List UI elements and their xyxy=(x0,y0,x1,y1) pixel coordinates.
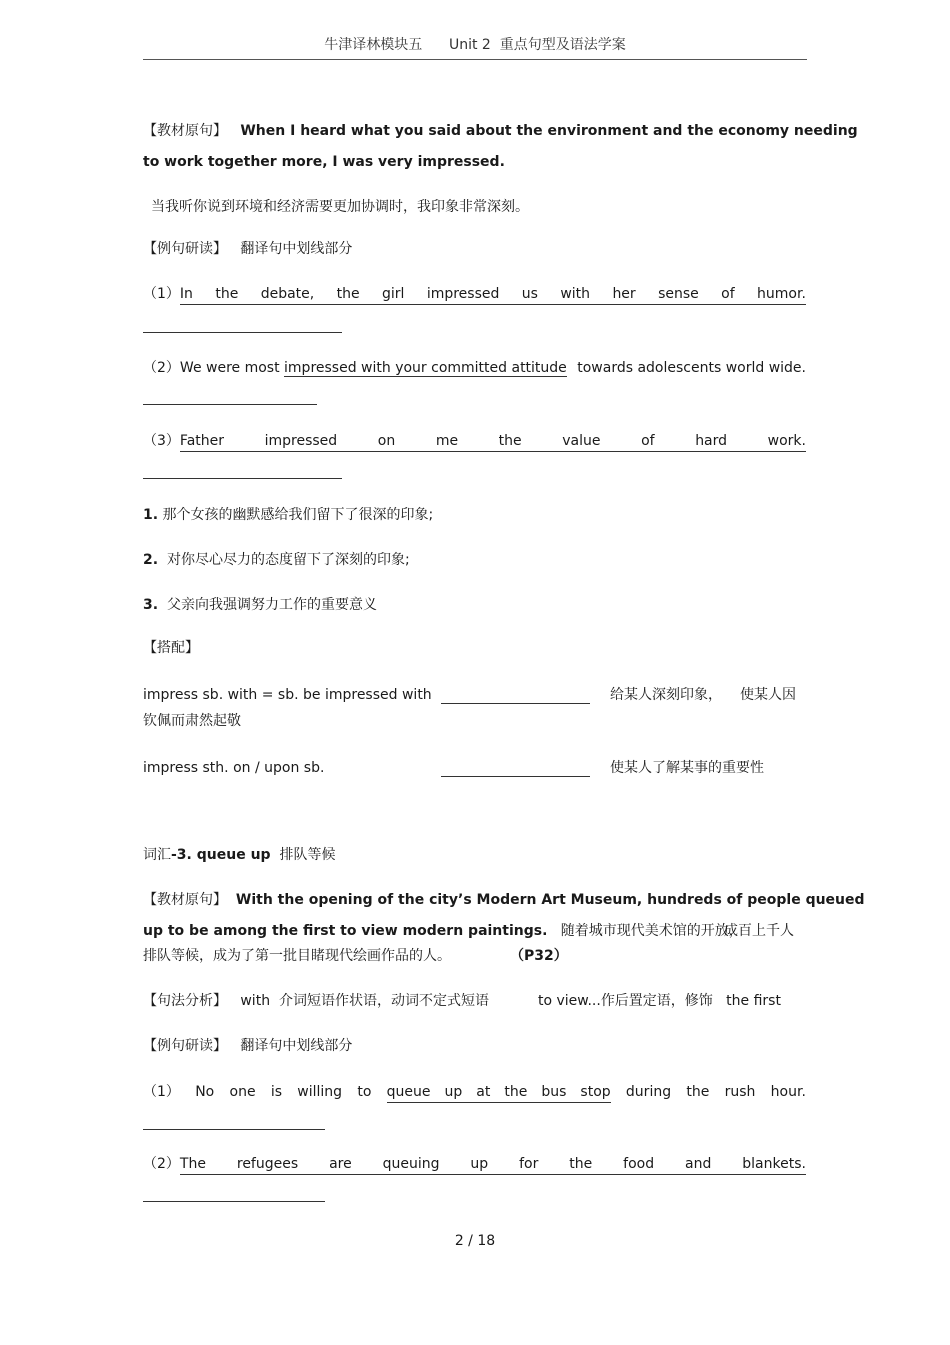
answer-number: 3. xyxy=(143,597,159,613)
example-word: up xyxy=(470,1156,489,1172)
page-reference: （P32） xyxy=(510,948,568,964)
example-word: hard xyxy=(695,433,728,449)
example-number: （1） xyxy=(143,1084,180,1100)
analysis-text: 作后置定语，修饰 xyxy=(600,993,713,1009)
example-word: rush xyxy=(724,1084,756,1100)
example-study-heading-2 xyxy=(143,1036,352,1056)
study-tag: 【例句研读】 xyxy=(143,1038,227,1054)
underlined-phrase xyxy=(180,431,806,452)
example-word: sense xyxy=(658,286,699,302)
answer-number: 1. xyxy=(143,507,159,523)
answer-text: 对你尽心尽力的态度留下了深刻的印象; xyxy=(166,552,410,568)
example-word: impressed xyxy=(264,433,338,449)
example-word: during xyxy=(625,1084,672,1100)
textbook-tag: 【教材原句】 xyxy=(143,123,227,139)
collocation-2-en: impress sth. on / upon sb. xyxy=(143,760,325,776)
page-header: 牛津译林模块五 Unit 2 重点句型及语法学案 xyxy=(324,37,626,53)
answer-number: 2. xyxy=(143,552,159,568)
example-word: girl xyxy=(382,286,405,302)
vocab-prefix: 词汇 xyxy=(143,847,171,863)
example-word: is xyxy=(270,1084,283,1100)
analysis-text: with xyxy=(240,993,271,1009)
answer-blank[interactable] xyxy=(143,404,317,405)
example-word: work. xyxy=(767,433,806,449)
textbook-sentence-line2: to work together more, I was very impressed. xyxy=(143,154,505,170)
analysis-tag: 【句法分析】 xyxy=(143,993,227,1009)
example-word: value xyxy=(562,433,601,449)
underlined-phrase xyxy=(180,1154,806,1175)
collocation-2-cn: 使某人了解某事的重要性 xyxy=(610,760,764,776)
answer-blank[interactable] xyxy=(143,478,342,479)
example-text: We were most xyxy=(179,360,285,376)
example-word: one xyxy=(229,1084,256,1100)
underlined-phrase xyxy=(180,284,806,305)
underlined-phrase: impressed with your committed attitude xyxy=(284,360,567,376)
example-3 xyxy=(143,431,806,452)
collocation-1-cn-a: 给某人深刻印象， xyxy=(610,687,722,703)
analysis-text: 介词短语作状语，动词不定式短语 xyxy=(278,993,489,1009)
example-word: hour. xyxy=(770,1084,806,1100)
example-word: No xyxy=(195,1084,215,1100)
example-word: and xyxy=(685,1156,712,1172)
study-text: 翻译句中划线部分 xyxy=(240,1038,353,1054)
example-word: are xyxy=(329,1156,352,1172)
example-word: on xyxy=(377,433,396,449)
example-word: the xyxy=(569,1156,593,1172)
example-2-1 xyxy=(143,1082,806,1103)
syntax-analysis-cont xyxy=(538,991,781,1011)
study-tag: 【例句研读】 xyxy=(143,241,227,257)
vocab-meaning: 排队等候 xyxy=(279,847,336,863)
example-word: impressed xyxy=(426,286,500,302)
collocation-blank[interactable] xyxy=(441,776,590,777)
textbook-sentence-en: up to be among the first to view modern paintings. xyxy=(143,923,548,939)
textbook-sentence-cn: 排队等候，成为了第一批目睹现代绘画作品的人。 xyxy=(143,948,451,964)
example-number: （3） xyxy=(143,433,180,449)
example-word: debate, xyxy=(260,286,315,302)
textbook-sentence-line1 xyxy=(143,121,858,141)
underlined-word: bus xyxy=(541,1084,567,1100)
answer-text: 那个女孩的幽默感给我们留下了很深的印象; xyxy=(162,507,434,523)
collocation-blank[interactable] xyxy=(441,703,590,704)
answer-text: 父亲向我强调努力工作的重要意义 xyxy=(166,597,377,613)
example-word: the xyxy=(686,1084,710,1100)
example-word: Father xyxy=(179,433,224,449)
underlined-word: queue xyxy=(386,1084,431,1100)
example-word: humor. xyxy=(757,286,806,302)
example-2-2 xyxy=(143,1154,806,1175)
textbook-sentence2-line3 xyxy=(143,946,451,966)
header-rule xyxy=(143,59,807,60)
collocation-1-cn-b: 使某人因 xyxy=(740,687,796,703)
underlined-word: at xyxy=(476,1084,491,1100)
example-word: blankets. xyxy=(742,1156,806,1172)
example-number: （2） xyxy=(143,1156,180,1172)
example-word: of xyxy=(641,433,655,449)
example-word: me xyxy=(435,433,459,449)
example-study-heading xyxy=(143,239,352,259)
textbook-sentence-en: With the opening of the city’s Modern Art Museum, hundreds of people queued xyxy=(235,892,865,908)
example-word: for xyxy=(519,1156,539,1172)
example-word: the xyxy=(336,286,360,302)
answer-3 xyxy=(143,595,377,615)
answer-blank[interactable] xyxy=(143,1201,325,1202)
textbook-sentence2-line2 xyxy=(143,921,743,941)
collocation-1-cn-c: 钦佩而肃然起敬 xyxy=(143,713,241,729)
answer-1 xyxy=(143,505,433,525)
example-word: her xyxy=(612,286,636,302)
example-word: queuing xyxy=(382,1156,440,1172)
syntax-analysis xyxy=(143,991,489,1011)
example-1 xyxy=(143,284,806,305)
answer-blank[interactable] xyxy=(143,1129,325,1130)
example-word: the xyxy=(215,286,239,302)
vocab-heading xyxy=(143,845,335,865)
underlined-word: stop xyxy=(580,1084,611,1100)
example-number: （1） xyxy=(143,286,180,302)
example-word: food xyxy=(623,1156,655,1172)
example-word: refugees xyxy=(236,1156,299,1172)
example-word: of xyxy=(721,286,735,302)
example-word: the xyxy=(498,433,522,449)
textbook-tag: 【教材原句】 xyxy=(143,892,227,908)
page-number: 2 / 18 xyxy=(454,1233,496,1249)
collocation-1-en: impress sb. with = sb. be impressed with xyxy=(143,687,432,703)
example-word: with xyxy=(560,286,591,302)
analysis-text: to view... xyxy=(538,993,601,1009)
example-word: us xyxy=(521,286,538,302)
example-text: towards adolescents world wide. xyxy=(577,360,806,376)
underlined-word: up xyxy=(444,1084,463,1100)
answer-2 xyxy=(143,550,410,570)
underlined-word: the xyxy=(504,1084,528,1100)
vocab-term: -3. queue up xyxy=(171,847,271,863)
textbook-sentence-cn: 随着城市现代美术馆的开放， xyxy=(560,923,743,939)
textbook-sentence-en: When I heard what you said about the environment and the economy needing xyxy=(240,123,858,139)
example-word: The xyxy=(179,1156,206,1172)
example-word: willing xyxy=(297,1084,343,1100)
collocation-heading: 【搭配】 xyxy=(143,640,199,656)
analysis-text: the first xyxy=(726,993,781,1009)
textbook-sentence-cn: 成百上千人 xyxy=(724,923,794,939)
textbook-sentence-cn: 当我听你说到环境和经济需要更加协调时，我印象非常深刻。 xyxy=(151,199,529,215)
example-word: In xyxy=(179,286,193,302)
answer-blank[interactable] xyxy=(143,332,342,333)
study-text: 翻译句中划线部分 xyxy=(240,241,353,257)
underlined-phrase xyxy=(387,1082,611,1103)
textbook-sentence2-line1 xyxy=(143,890,865,910)
example-2 xyxy=(143,358,806,378)
example-number: （2） xyxy=(143,360,180,376)
example-word: to xyxy=(357,1084,372,1100)
